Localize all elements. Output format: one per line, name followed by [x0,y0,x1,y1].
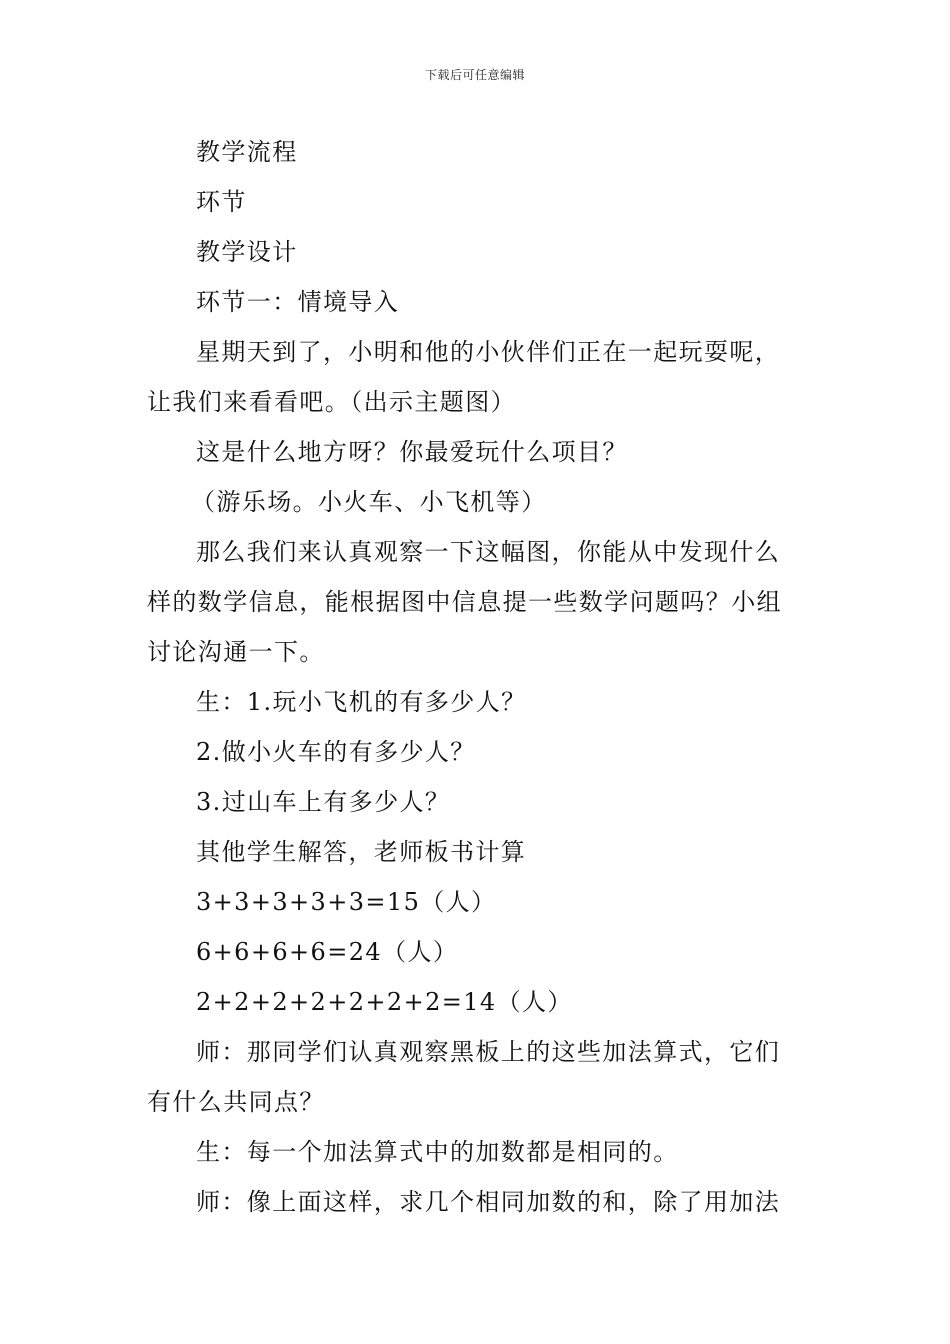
paragraph-line: 星期天到了，小明和他的小伙伴们正在一起玩耍呢， [196,338,781,366]
heading-section: 环节 [196,188,247,216]
equation-line: 2+2+2+2+2+2+2=14（人） [196,988,573,1016]
paragraph-line: 其他学生解答，老师板书计算 [196,838,527,866]
paragraph-line: 讨论沟通一下。 [147,638,325,666]
paragraph-line: 这是什么地方呀？你最爱玩什么项目？ [196,438,628,466]
paragraph-line: 让我们来看看吧。（出示主题图） [147,388,516,416]
heading-teaching-flow: 教学流程 [196,138,298,166]
paragraph-line: 3.过山车上有多少人？ [196,788,451,816]
page-header: 下载后可任意编辑 [424,68,525,82]
paragraph-line: 师：那同学们认真观察黑板上的这些加法算式，它们 [196,1038,781,1066]
paragraph-line: 那么我们来认真观察一下这幅图，你能从中发现什么 [196,538,781,566]
equation-line: 3+3+3+3+3=15（人） [196,888,497,916]
paragraph-line: 生：1.玩小飞机的有多少人？ [196,688,527,716]
paragraph-line: 有什么共同点？ [147,1088,325,1116]
heading-teaching-design: 教学设计 [196,238,298,266]
paragraph-line: 师：像上面这样，求几个相同加数的和，除了用加法 [196,1188,781,1216]
paragraph-line: （游乐场。小火车、小飞机等） [191,488,547,516]
equation-line: 6+6+6+6=24（人） [196,938,459,966]
document-body [147,127,817,1227]
paragraph-line: 生：每一个加法算式中的加数都是相同的。 [196,1138,679,1166]
paragraph-line: 样的数学信息，能根据图中信息提一些数学问题吗？小组 [147,588,782,616]
paragraph-line: 2.做小火车的有多少人？ [196,738,476,766]
section-one-title: 环节一：情境导入 [196,288,400,316]
